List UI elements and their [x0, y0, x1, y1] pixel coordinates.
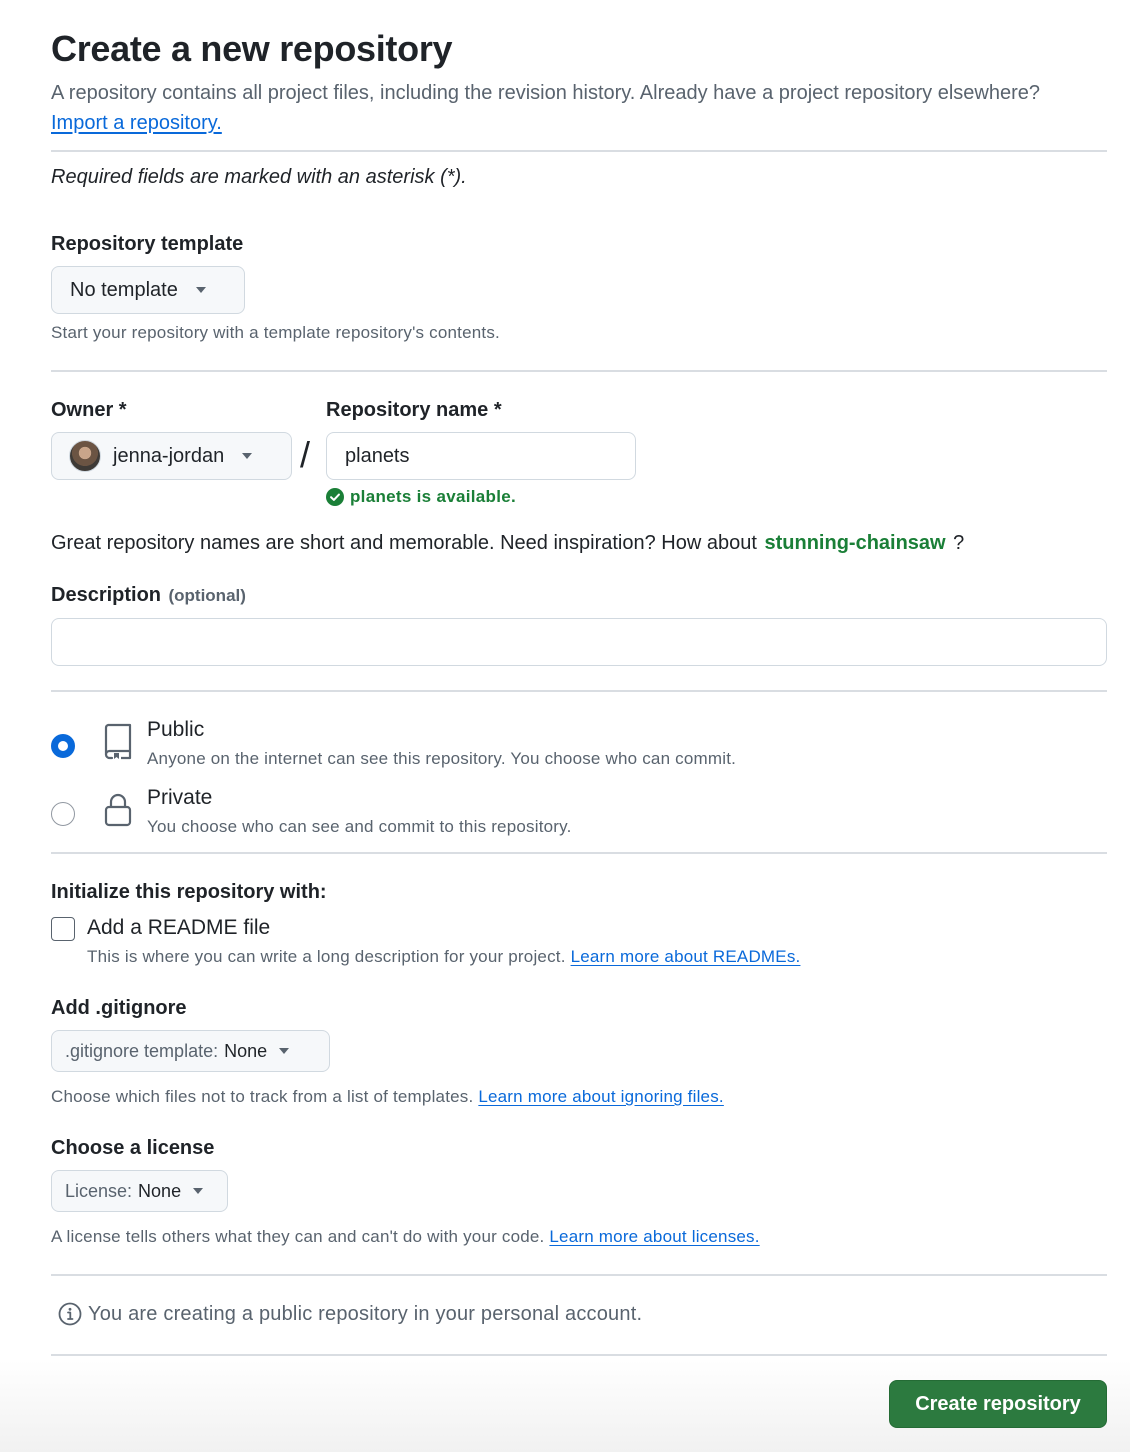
page-title: Create a new repository [51, 28, 453, 69]
lead-text: A repository contains all project files, including the revision history. Already have a project repository elsewhere? [51, 82, 1041, 104]
gitignore-help [51, 1087, 724, 1107]
gitignore-prefix: .gitignore template: [65, 1040, 219, 1061]
license-learn-more-link[interactable]: Learn more about licenses. [549, 1227, 760, 1246]
divider [51, 1354, 1107, 1356]
divider [51, 150, 1107, 152]
visibility-notice [58, 1302, 642, 1326]
info-icon [58, 1302, 82, 1326]
suggestion-text: Great repository names are short and memorable. Need inspiration? How about [51, 532, 757, 554]
repo-icon [103, 722, 133, 760]
create-repository-button[interactable]: Create repository [889, 1380, 1107, 1428]
import-repository-link[interactable]: Import a repository. [51, 112, 222, 134]
chevron-down-icon [196, 287, 206, 293]
suggested-name[interactable]: stunning-chainsaw [764, 532, 946, 554]
gitignore-learn-more-link[interactable]: Learn more about ignoring files. [478, 1087, 724, 1106]
availability-text: planets is available. [350, 487, 516, 506]
initialize-label: Initialize this repository with: [51, 881, 327, 903]
repo-name-label: Repository name * [326, 399, 502, 421]
chevron-down-icon [279, 1048, 289, 1054]
license-label: Choose a license [51, 1137, 215, 1159]
license-value: None [138, 1180, 182, 1201]
license-help [51, 1227, 760, 1247]
gitignore-label: Add .gitignore [51, 997, 187, 1019]
page-lead [51, 78, 1081, 138]
divider [51, 690, 1107, 692]
license-help-text: A license tells others what they can and can't do with your code. [51, 1227, 545, 1246]
lock-icon [103, 792, 133, 828]
check-circle-icon [326, 488, 344, 506]
public-desc: Anyone on the internet can see this repository. You choose who can commit. [147, 749, 737, 768]
divider [51, 852, 1107, 854]
gitignore-dropdown[interactable] [51, 1030, 330, 1072]
readme-desc: This is where you can write a long description for your project. [87, 947, 566, 966]
name-suggestion [51, 532, 964, 555]
readme-help [87, 947, 800, 967]
public-title: Public [147, 718, 205, 741]
template-selected: No template [70, 278, 178, 301]
readme-checkbox[interactable] [51, 917, 75, 941]
repo-name-value: planets [345, 444, 410, 467]
readme-learn-more-link[interactable]: Learn more about READMEs. [570, 947, 801, 966]
repo-name-input[interactable] [326, 432, 636, 480]
description-label-group [51, 584, 246, 607]
owner-repo-separator: / [300, 434, 311, 475]
divider [51, 370, 1107, 372]
notice-text: You are creating a public repository in your personal account. [88, 1302, 643, 1325]
divider [51, 1274, 1107, 1276]
description-label: Description [51, 584, 162, 606]
gitignore-help-text: Choose which files not to track from a list of templates. [51, 1087, 474, 1106]
template-dropdown[interactable] [51, 266, 245, 314]
public-radio[interactable] [51, 734, 75, 758]
owner-selected: jenna-jordan [113, 444, 225, 467]
chevron-down-icon [242, 453, 252, 459]
private-title: Private [147, 786, 213, 809]
license-dropdown[interactable] [51, 1170, 228, 1212]
readme-label: Add a README file [87, 916, 271, 939]
owner-label: Owner * [51, 399, 127, 421]
template-label: Repository template [51, 233, 244, 255]
owner-dropdown[interactable] [51, 432, 292, 480]
private-radio[interactable] [51, 802, 75, 826]
gitignore-value: None [224, 1040, 268, 1061]
chevron-down-icon [193, 1188, 203, 1194]
suggestion-end: ? [953, 532, 965, 554]
license-prefix: License: [65, 1180, 133, 1201]
required-note: Required fields are marked with an asterisk (*). [51, 166, 467, 188]
template-help: Start your repository with a template repository's contents. [51, 323, 500, 342]
private-desc: You choose who can see and commit to this repository. [147, 817, 572, 836]
description-input[interactable] [51, 618, 1107, 666]
availability-message [326, 487, 516, 507]
avatar [69, 440, 101, 472]
optional-hint: (optional) [168, 586, 246, 605]
